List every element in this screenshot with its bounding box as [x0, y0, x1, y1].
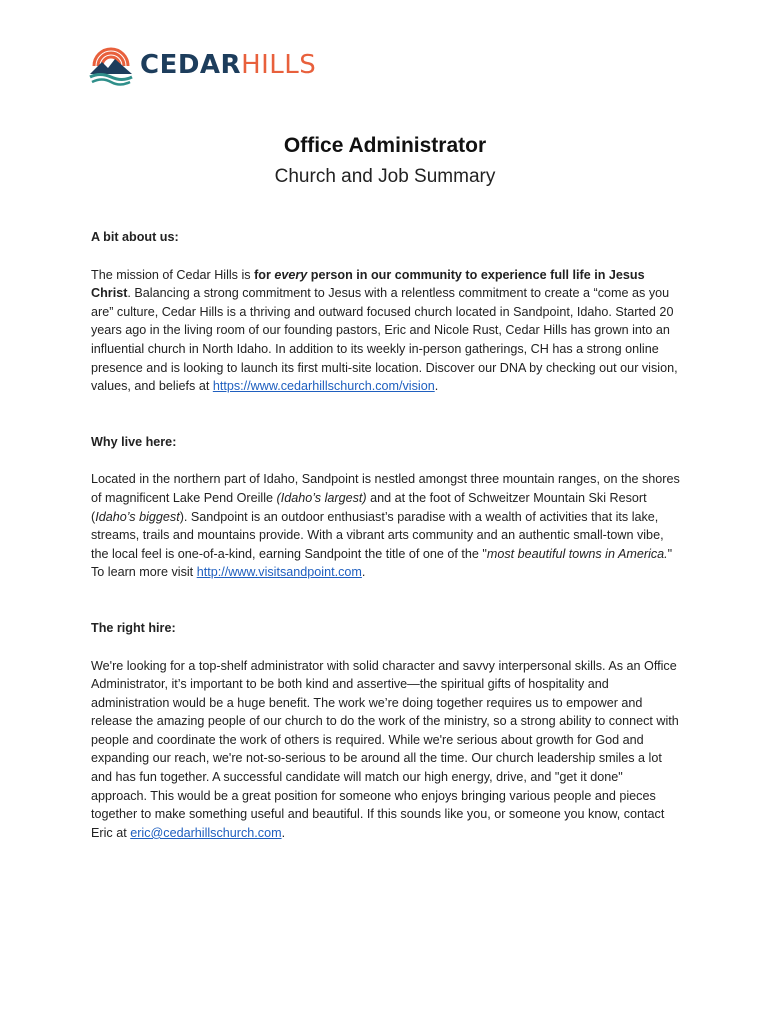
logo-word-hills: HILLS [241, 50, 317, 80]
page-subtitle: Church and Job Summary [274, 166, 496, 187]
about-text-end: . [434, 379, 439, 394]
vision-link[interactable]: https://www.cedarhillschurch.com/vision [212, 379, 435, 394]
hire-paragraph [91, 657, 681, 843]
why-text-end: . [361, 565, 366, 580]
cedar-hills-logo [88, 44, 316, 86]
mission-bold-1: for [254, 267, 275, 282]
about-text-2: . Balancing a strong commitment to Jesus with a relentless commitment to create a “come as you are” culture, Cedar Hills is a thriving and outward focused church located in Sandpoint, Idaho. Started 20 years ago in the living room of our founding pastors, Eric and Nicole Rust, Cedar Hills has grown into an influential church in North Idaho. In addition to its weekly in-person gatherings, CH has a strong online presence and is looking to launch its first multi-site location. Discover our DNA by checking out our vision, values, and beliefs at [91, 286, 678, 394]
about-text-1: The mission of Cedar Hills is [91, 267, 255, 282]
hire-text: We're looking for a top-shelf administrator with solid character and savvy interpersonal skills. As an Office Administrator, it’s important to be both kind and assertive—the spiritual gifts of hospitality and administration would be a huge benefit. The work we’re doing together requires us to empower and release the amazing people of our church to do the work of the ministry, so a strong ability to connect with people and coordinate the work of others is required. While we're serious about growth for God and expanding our reach, we're not-so-serious to be around all the time. Our church leadership smiles a lot and has fun together. A successful candidate will match our high energy, drive, and "get it done" approach. This would be a great position for someone who enjoys bringing various people and pieces together to make something useful and beautiful. If this sounds like you, or someone you know, contact Eric at [91, 658, 679, 840]
why-italic-3: most beautiful towns in America. [486, 546, 668, 561]
logo-word-cedar: CEDAR [140, 50, 242, 80]
hire-text-end: . [281, 825, 286, 840]
logo-wordmark [140, 52, 316, 78]
document-body [91, 228, 681, 842]
mountain-sun-logo-icon [88, 44, 134, 86]
why-text-2: and at the foot of Schweitzer Mountain Ski Resort ( [91, 490, 647, 524]
email-link[interactable]: eric@cedarhillschurch.com [130, 825, 282, 840]
hire-heading: The right hire: [91, 620, 176, 635]
about-paragraph [91, 266, 681, 396]
page-title: Office Administrator [283, 134, 487, 157]
mission-bold-2: person in our community to experience full life in Jesus Christ [91, 267, 645, 301]
why-text-3: ). Sandpoint is an outdoor enthusiast’s paradise with a wealth of activities that its lake, streams, trails and mountains provide. With a vibrant arts community and an authentic small-town vibe, the local feel is one-of-a-kind, earning Sandpoint the title of one of the " [91, 509, 664, 561]
why-paragraph [91, 470, 681, 582]
why-text-4: " To learn more visit [91, 546, 673, 580]
why-heading: Why live here: [91, 434, 177, 449]
why-text-1: Located in the northern part of Idaho, Sandpoint is nestled amongst three mountain ranges, on the shores of magnificent Lake Pend Oreille [91, 472, 680, 505]
visitsandpoint-link[interactable]: http://www.visitsandpoint.com [196, 565, 362, 580]
why-italic-2: Idaho’s biggest [95, 509, 180, 524]
mission-bold-italic: every [274, 267, 308, 282]
why-italic-1: (Idaho’s largest) [276, 490, 367, 505]
about-heading: A bit about us: [91, 230, 179, 244]
